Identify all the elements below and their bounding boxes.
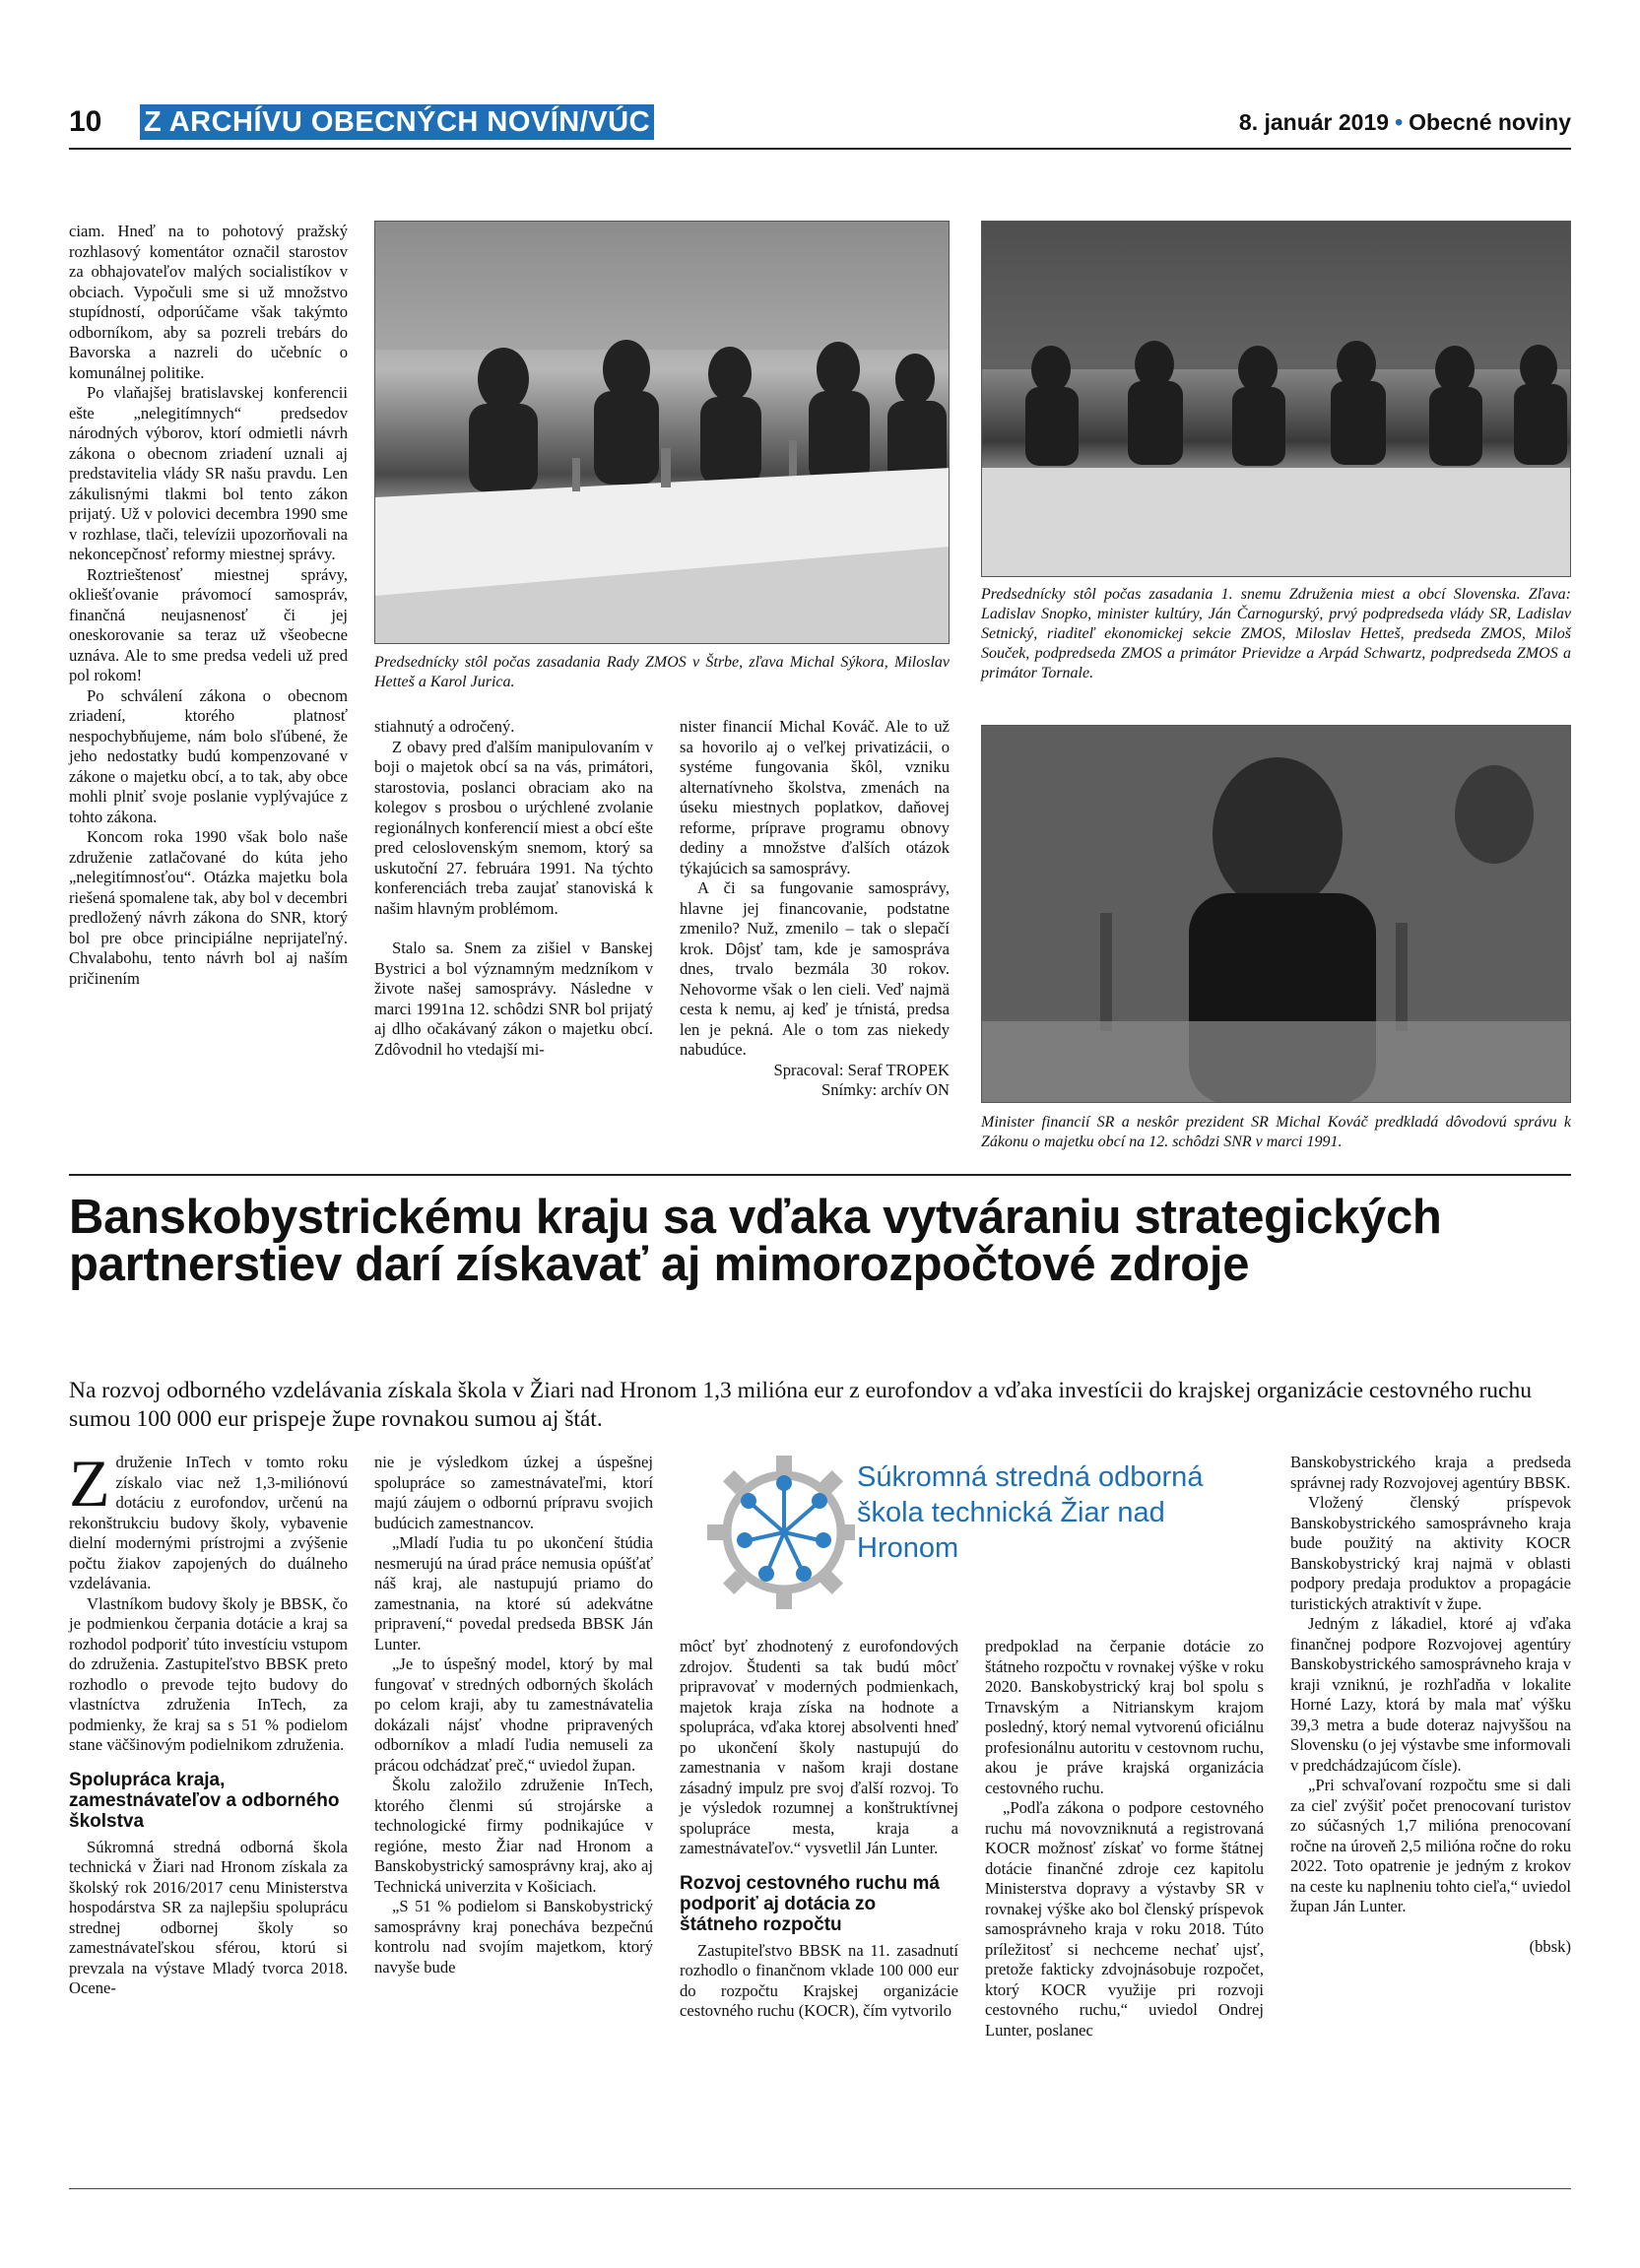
paragraph: Školu založilo združenie InTech, ktorého členmi sú strojárske a technologické firmy podnikajúce v regióne, mesto Žiar nad Hronom a Banskobystrický samosprávny kraj, ako aj Technická univerzita v Košiciach. <box>374 1776 653 1896</box>
page-number: 10 <box>69 105 102 138</box>
subheading-tourism: Rozvoj cestovného ruchu má podporiť aj dotácia zo štátneho rozpočtu <box>680 1872 940 1935</box>
paragraph: nie je výsledkom úzkej a úspešnej spolupráce so zamestnávateľmi, ktorí majú záujem o odbornú prípravu svojich budúcich zamestnancov. <box>374 1453 653 1532</box>
header-dateline: 8. január 2019 • Obecné noviny <box>1238 109 1571 135</box>
paragraph: „S 51 % podielom si Banskobystrický samosprávny kraj ponecháva bezpečnú kontrolu nad svojím majetkom, ktorý navyše bude <box>374 1897 653 1976</box>
paragraph: nister financií Michal Kováč. Ale to už sa hovorilo aj o veľkej privatizácii, o systéme fungovania škôl, vzniku alternatívneho školstva, zmenách na úseku miestnych poplatkov, daňovej reforme, príprave programu obnovy dediny a množstve ďalších otázok týkajúcich sa samosprávy. <box>680 717 950 877</box>
photo-illustration <box>375 222 950 644</box>
archive-caption-3: Minister financií SR a neskôr prezident SR Michal Kováč predkladá dôvodovú správu k Zákonu o majetku obcí na 12. schôdzi SNR v marci 1991. <box>981 1114 1571 1150</box>
paragraph: „Pri schvaľovaní rozpočtu sme si dali za cieľ zvýšiť počet prenocovaní turistov zo súčasných 1,7 milióna prenocovaní ročne na úroveň 2,5 milióna ročne do roku 2022. Toto opatrenie je jedným z krokov na ceste ku naplneniu tohto cieľa,“ uviedol župan Ján Lunter. <box>1290 1776 1571 1915</box>
paragraph: Po vlaňajšej bratislavskej konferencii ešte „nelegitímnych“ predsedov národných výborov, ktorí odmietli návrh zákona o obecnom zriadení uznali aj predstavitelia vlády SR našu pravdu. Len zákulisnými tlakmi bol tento zákon prijatý. Už v polovici decembra 1990 sme v rozhlase, tlači, televízii upozorňovali na nekoncepčnosť reformy miestnej správy. <box>69 383 348 563</box>
archive-photo-kovac-speech <box>981 725 1571 1103</box>
paragraph: Súkromná stredná odborná škola technická v Žiari nad Hronom získala za školský rok 2016/2017 cenu Ministerstva hospodárstva SR za najlepšiu spoluprácu strednej odbornej školy so zamestnávateľskou sférou, ktorú si prevzala na výstave Mladý tvorca 2018. Ocene- <box>69 1837 348 1997</box>
paragraph: Roztrieštenosť miestnej správy, okliešťovanie právomocí samospráv, finančná neujasnenosť či jej oneskorovanie sa teraz už všeobecne uznáva. Ale to sme predsa vedeli už pred pol rokom! <box>69 564 348 684</box>
archive-column-2 <box>374 717 653 1060</box>
photo-illustration <box>982 726 1571 1103</box>
article-column-5 <box>1290 1453 1571 1957</box>
paragraph: „Podľa zákona o podpore cestovného ruchu má novovzniknutá a registrovaná KOCR možnosť získať vo forme štátnej dotácie finančné zdroje cez kapitolu Ministerstva dopravy a výstavby SR v rovnakej výške ako bol členský príspevok samosprávneho kraja v roku 2018. Túto príležitosť si nechceme nechať ujsť, pretože fakticky zdvojnásobuje rozpočet, ktorý KOCR využije pri rozvoji cestovného ruchu,“ uviedol Ondrej Lunter, poslanec <box>985 1798 1264 2040</box>
paragraph: Vložený členský príspevok Banskobystrického samosprávneho kraja bude použitý na aktivity KOCR Banskobystrický kraj najmä v oblasti podpory predaja produktov a propagácie turistických atraktivít v župe. <box>1290 1493 1571 1613</box>
article-first-paragraph: Združenie InTech v tomto roku získalo viac než 1,3-miliónovú dotáciu z eurofondov, určenú na rekonštrukciu budovy školy, vybavenie dielní modernými prístrojmi a zvýšenie počtu žiakov zapojených do duálneho vzdelávania. <box>69 1446 348 1592</box>
paragraph: môcť byť zhodnotený z eurofondových zdrojov. Študenti sa tak budú môcť pripravovať v moderných podmienkach, majetok kraja získa na hodnote a spolupráca, vďaka ktorej absolventi hneď po ukončení školy nastupujú do zamestnania v našom kraji dostane zásadný impulz pre svoj ďalší rozvoj. To je výsledok rozumnej a konštruktívnej spolupráce mesta, kraja a zamestnávateľov.“ vysvetlil Ján Lunter. <box>680 1637 958 1857</box>
drop-cap: Z <box>69 1446 110 1521</box>
gear-circuit-icon <box>697 1452 855 1631</box>
archive-caption-1: Predsednícky stôl počas zasadania Rady ZMOS v Štrbe, zľava Michal Sýkora, Miloslav Hetteš a Karol Jurica. <box>374 654 950 690</box>
school-logo <box>697 1452 1219 1631</box>
article-lead: Na rozvoj odborného vzdelávania získala škola v Žiari nad Hronom 1,3 milióna eur z eurofondov a vďaka investícii do krajskej organizácie cestovného ruchu sumou 100 000 eur prispeje župe rovnakou sumou aj štát. <box>69 1378 1532 1432</box>
archive-column-1 <box>69 222 348 989</box>
paragraph: stiahnutý a odročený. <box>374 717 515 736</box>
paragraph: Vlastníkom budovy školy je BBSK, čo je podmienkou čerpania dotácie a kraj sa rozhodol podporiť túto investíciu vstupom do združenia. Zastupiteľstvo BBSK preto rozhodlo o prevode tejto budovy do vlastníctva združenia InTech, za podmienky, že kraj sa s 51 % podielom stane väčšinovým podielnikom združenia. <box>69 1593 348 1754</box>
paragraph: Zastupiteľstvo BBSK na 11. zasadnutí rozhodlo o finančnom vklade 100 000 eur do rozpočtu Krajskej organizácie cestovného ruchu (KOCR), čím vytvorilo <box>680 1940 958 2020</box>
paragraph: „Mladí ľudia tu po ukončení štúdia nesmerujú na úrad práce nemusia opúšťať náš kraj, ale nastupujú priamo do zamestnania, na ktoré sú adekvátne pripravení,“ povedal predseda BBSK Ján Lunter. <box>374 1533 653 1653</box>
paragraph: Stalo sa. Snem za zišiel v Banskej Bystrici a bol významným medzníkom v živote našej samosprávy. Následne v marci 1991na 12. schôdzi SNR bol prijatý aj dlho očakávaný zákon o majetku obcí. Zdôvodnil ho vtedajší mi- <box>374 939 653 1059</box>
paragraph: Koncom roka 1990 však bolo naše združenie zatlačované do kúta jeho „nelegitímnosťou“. Otázka majetku bola riešená spomalene tak, aby bol v decembri predložený návrh zákona do SNR, ktorý bol pre obce principiálne neprijateľný. Chvalabohu, tento návrh bol aj naším pričinením <box>69 827 348 988</box>
article-column-3 <box>680 1637 958 2022</box>
archive-photo-credit: Snímky: archív ON <box>821 1080 950 1099</box>
paragraph: predpoklad na čerpanie dotácie zo štátneho rozpočtu v rovnakej výške v roku 2020. Banskobystrický kraj bol spolu s Trnavským a Nitrianskym krajom posledný, ktorý nemal vytvorenú oficiálnu profesionálnu autoritu v cestovnom ruchu, akou je práve krajská organizácia cestovného ruchu. <box>985 1637 1264 1797</box>
paragraph: Z obavy pred ďalším manipulovaním v boji o majetok obcí sa na vás, primátori, starostovia, poslanci obraciam ako na kolegov s prosbou o urýchlené zvolanie regionálnych konferencií miest a obcí ešte pred celoslovenským snemom, ktorý sa uskutoční 27. februára 1991. Na týchto konferenciách treba zaujať stanoviská k našim hlavným problémom. <box>374 737 653 918</box>
paragraph: „Je to úspešný model, ktorý by mal fungovať v stredných odborných školách po celom kraji, aby tu zamestnávatelia dokázali nájsť vhodne pripravených odborníkov a mladí ľudia nemuseli za prácou odchádzať preč,“ uviedol župan. <box>374 1654 653 1775</box>
paragraph: Banskobystrického kraja a predseda správnej rady Rozvojovej agentúry BBSK. <box>1290 1453 1571 1492</box>
article-byline: (bbsk) <box>1529 1936 1571 1956</box>
paragraph: ciam. Hneď na to pohotový pražský rozhlasový komentátor označil starostov za obhajovateľov malých socialistíkov v obciach. Vypočuli sme si už množstvo stupídností, odporúčame však takýmto odborníkom, aby sa pozreli trebárs do Bavorska a nazreli do učebníc o komunálnej politike. <box>69 222 348 382</box>
article-column-2 <box>374 1453 653 1977</box>
publication-name: Obecné noviny <box>1409 109 1571 135</box>
page-header <box>69 102 1571 142</box>
section-kicker: Z ARCHÍVU OBECNÝCH NOVÍN/VÚC <box>140 104 654 140</box>
archive-photo-zmos-strba <box>374 221 950 644</box>
issue-date: 8. január 2019 <box>1238 109 1390 135</box>
archive-signature: Spracoval: Seraf TROPEK <box>773 1060 950 1079</box>
school-logo-text: Súkromná stredná odborná škola technická Žiar nad Hronom <box>857 1461 1204 1564</box>
subheading-cooperation: Spolupráca kraja, zamestnávateľov a odborného školstva <box>69 1769 340 1832</box>
article-column-1 <box>69 1446 348 1999</box>
footer-rule <box>69 2188 1571 2189</box>
archive-photo-first-congress <box>981 221 1571 577</box>
archive-column-3 <box>680 717 950 1101</box>
archive-caption-2: Predsednícky stôl počas zasadania 1. snemu Združenia miest a obcí Slovenska. Zľava: Ladislav Snopko, minister kultúry, Ján Čarnogurský, prvý podpredseda vlády SR, Ladislav Setnický, riaditeľ ekonomickej sekcie ZMOS, Miloslav Hetteš, predseda ZMOS, Miloš Souček, podpredseda ZMOS a primátor Prievidze a Arpád Schwartz, podpredseda ZMOS a primátor Tornale. <box>981 586 1571 681</box>
article-column-4 <box>985 1637 1264 2041</box>
photo-illustration <box>982 222 1571 577</box>
header-rule <box>69 148 1571 150</box>
paragraph: A či sa fungovanie samosprávy, hlavne jej financovanie, podstatne zmenilo? Nuž, zmenilo – tak o slepačí krok. Dôjsť tam, kde je samospráva dnes, trvalo bezmála 30 rokov. Nehovorme však o len cieli. Veď najmä cesta k nemu, aj keď je tŕnistá, predsa len je pekná. Ale o tom zas niekedy nabudúce. <box>680 878 950 1059</box>
paragraph: Jedným z lákadiel, ktoré aj vďaka finančnej podpore Rozvojovej agentúry Banskobystrického samosprávneho kraja v kraji vzniknú, je rozhľadňa v lokalite Horné Lazy, ktorá by mala mať výšku 39,3 metra a bude doteraz najvyššou na Slovensku (o jej výstavbe sme informovali v predchádzajúcom čísle). <box>1290 1614 1571 1775</box>
section-divider <box>69 1174 1571 1176</box>
paragraph: Po schválení zákona o obecnom zriadení, ktorého platnosť nespochybňujeme, nám bolo sľúbené, že jeho nedostatky budú kompenzované v zákone o majetku obcí, a to tak, aby obce mohli plniť svoje poslanie vyplývajúce z tohto zákona. <box>69 685 348 826</box>
article-headline: Banskobystrickému kraju sa vďaka vytváraniu strategických partnerstiev darí získavať aj mimorozpočtové zdroje <box>69 1191 1442 1291</box>
